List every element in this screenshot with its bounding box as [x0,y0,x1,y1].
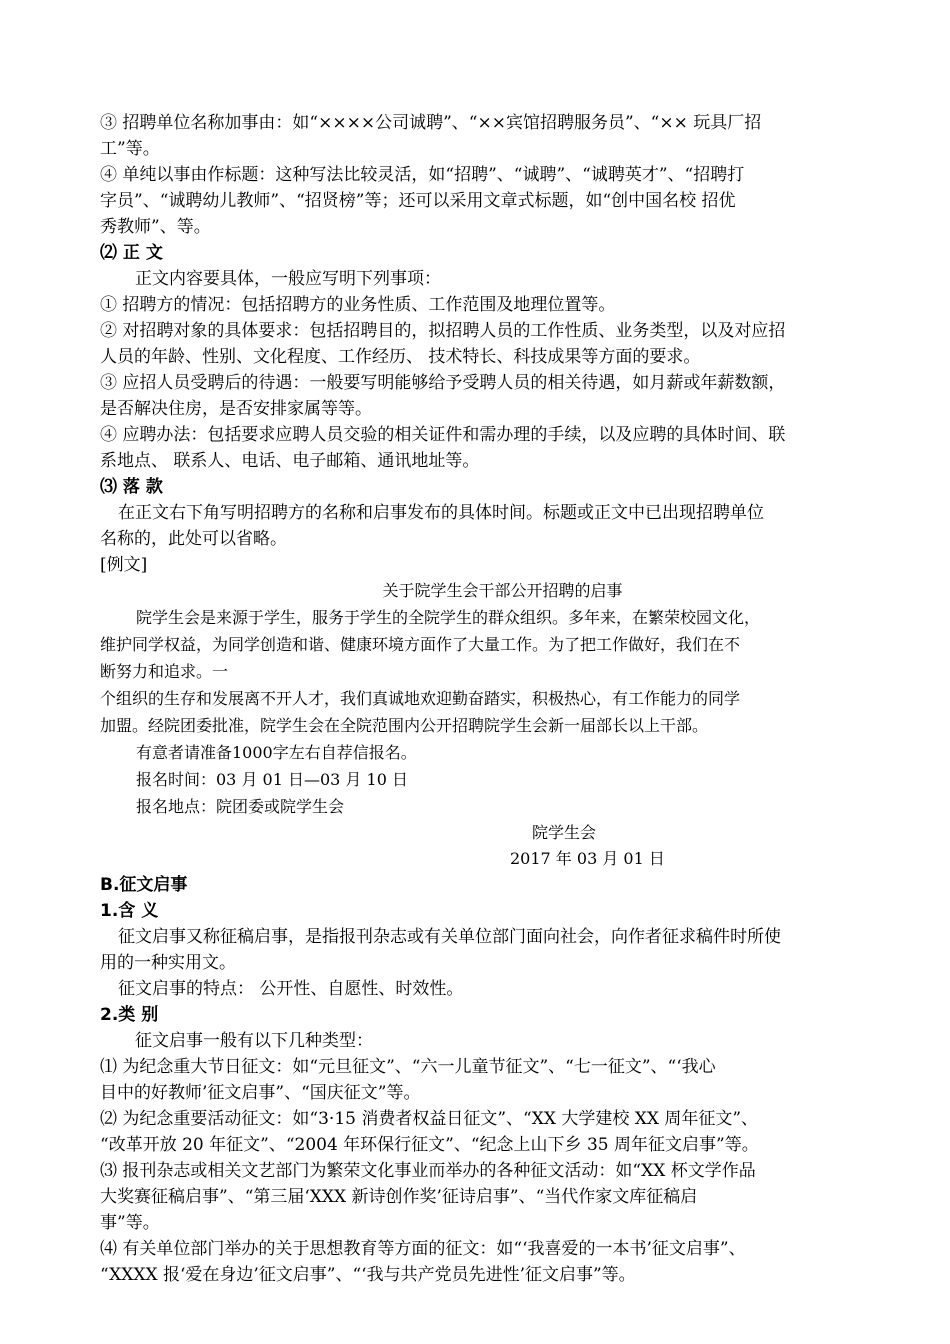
text-line: 目中的好教师’征文启事”、“国庆征文”等。 [100,1083,421,1103]
signature-organization: 院学生会 [532,823,597,842]
text-line: 字员”、“诚聘幼儿教师”、“招贤榜”等；还可以采用文章式标题，如“创中国名校 招优 [100,191,736,211]
signature-date: 2017 年 03 月 01 日 [510,849,665,868]
text-line: ⑷ 有关单位部门举办的关于思想教育等方面的征文：如“‘我喜爱的一本书’征文启事”、 [100,1239,746,1259]
text-line: ③ 应招人员受聘后的待遇：一般要写明能够给予受聘人员的相关待遇，如月薪或年薪数额， [100,373,786,393]
text-line: 名称的，此处可以省略。 [100,529,287,549]
text-line: “改革开放 20 年征文”、“2004 年环保行征文”、“纪念上山下乡 35 周年征文启事”等。 [100,1135,759,1155]
text-line: 工”等。 [100,139,160,159]
text-line: ④ 应聘办法：包括要求应聘人员交验的相关证件和需办理的手续，以及应聘的具体时间、联 [100,425,786,445]
subsection-heading-categories: 2.类 别 [100,1005,159,1025]
text-line: ④ 单纯以事由作标题：这种写法比较灵活，如“招聘”、“诚聘”、“诚聘英才”、“招聘打 [100,165,745,185]
example-line: 有意者请准备1000字左右自荐信报名。 [136,743,417,762]
section-heading-body: ⑵ 正 文 [100,243,163,263]
example-line: 加盟。经院团委批准，院学生会在全院范围内公开招聘院学生会新一届部长以上干部。 [100,716,709,735]
text-line: 人员的年龄、性别、文化程度、工作经历、 技术特长、科技成果等方面的要求。 [100,347,701,367]
text-line: ③ 招聘单位名称加事由：如“××××公司诚聘”、“××宾馆招聘服务员”、“×× 玩具厂招 [100,113,762,133]
example-label: [例文] [100,555,148,575]
example-line: 断努力和追求。一 [100,662,229,681]
text-line: ① 招聘方的情况：包括招聘方的业务性质、工作范围及地理位置等。 [100,295,616,315]
text-line: ⑶ 报刊杂志或相关文艺部门为繁荣文化事业而举办的各种征文活动：如“XX 杯文学作品 [100,1161,756,1181]
text-line: ② 对招聘对象的具体要求：包括招聘目的，拟招聘人员的工作性质、业务类型，以及对应招 [100,321,786,341]
section-heading-essay-notice: B.征文启事 [100,875,188,895]
text-line: 征文启事的特点： 公开性、自愿性、时效性。 [118,979,464,999]
text-line: “XXXX 报‘爱在身边’征文启事”、“‘我与共产党员先进性’征文启事”等。 [100,1265,636,1285]
text-line: 征文启事又称征稿启事，是指报刊杂志或有关单位部门面向社会，向作者征求稿件时所使 [118,927,781,947]
text-line: 系地点、 联系人、电话、电子邮箱、通讯地址等。 [100,451,480,471]
text-line: 正文内容要具体，一般应写明下列事项： [135,269,441,289]
document-page [100,110,855,1288]
subsection-heading-meaning: 1.含 义 [100,901,159,921]
text-line: 征文启事一般有以下几种类型： [135,1031,373,1051]
section-heading-signature: ⑶ 落 款 [100,477,163,497]
text-line: ⑵ 为纪念重要活动征文：如“3·15 消费者权益日征文”、“XX 大学建校 XX 周年征文”、 [100,1109,759,1129]
text-line: ⑴ 为纪念重大节日征文：如“元旦征文”、“六一儿童节征文”、“七一征文”、“‘我心 [100,1057,716,1077]
example-line: 报名时间：03 月 01 日—03 月 10 日 [136,770,408,789]
example-line: 院学生会是来源于学生，服务于学生的全院学生的群众组织。多年来，在繁荣校园文化， [136,608,761,627]
text-line: 是否解决住房，是否安排家属等等。 [100,399,372,419]
example-title: 关于院学生会干部公开招聘的启事 [382,581,623,600]
text-line: 秀教师”、等。 [100,217,211,237]
example-line: 个组织的生存和发展离不开人才，我们真诚地欢迎勤奋踏实，积极热心，有工作能力的同学 [100,689,741,708]
text-line: 事”等。 [100,1213,160,1233]
example-line: 报名地点：院团委或院学生会 [136,797,345,816]
text-line: 大奖赛征稿启事”、“第三届‘XXX 新诗创作奖’征诗启事”、“当代作家文库征稿启 [100,1187,698,1207]
example-line: 维护同学权益，为同学创造和谐、健康环境方面作了大量工作。为了把工作做好，我们在不 [100,635,741,654]
text-line: 用的一种实用文。 [100,953,236,973]
text-line: 在正文右下角写明招聘方的名称和启事发布的具体时间。标题或正文中已出现招聘单位 [118,503,764,523]
